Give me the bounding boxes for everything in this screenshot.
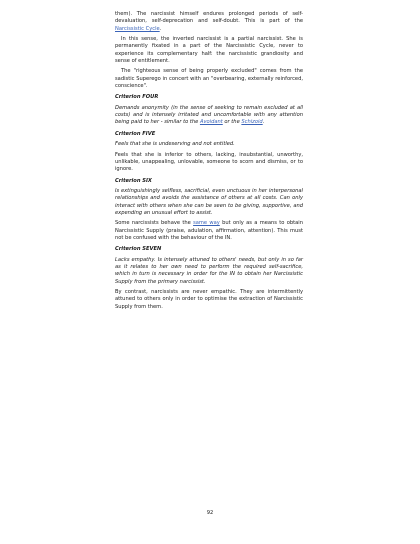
link-avoidant[interactable]: Avoidant [199,119,223,126]
criterion-four-text: Demands anonymity (in the sense of seeking to remain excluded at all costs) and is intensely irritated and uncomfortable with any attention being paid to her - similar to the Avoidant or the Schizoid. [115,104,303,126]
paragraph-partial-narcissist: In this sense, the inverted narcissist is a partial narcissist. She is permanently fixated in a part of the Narcissistic Cycle, never to experience its complementary half: the narcissistic grandiosity and sense of entitlement. [115,36,303,65]
heading-criterion-six: Criterion SIX [115,177,152,184]
criterion-six-statement: Is extinguishingly selfless, sacrificial, even unctuous in her interpersonal relationships and avoids the assistance of others at all costs. Can only interact with others when she can be seen to be giving, supportive, and expending an unusual effort to assist. [115,187,303,216]
criterion-seven-text: By contrast, narcissists are never empathic. They are intermittently attuned to others only in order to optimise the extraction of Narcissistic Supply from them. [115,289,303,310]
page-number: 92 [206,510,214,516]
document-body [115,11,303,314]
heading-criterion-seven: Criterion SEVEN [115,246,162,253]
link-narcissistic-cycle[interactable]: Narcissistic Cycle [115,25,160,32]
link-same-way[interactable]: same way [193,220,220,227]
heading-criterion-five: Criterion FIVE [115,130,156,137]
criterion-seven-statement: Lacks empathy. Is intensely attuned to others' needs, but only in so far as it relates to her own need to perform the required self-sacrifice, which in turn is necessary in order for the IN to obtain her Narcissistic Supply from the primary narcissist. [115,256,303,285]
criterion-five-statement: Feels that she is undeserving and not entitled. [115,141,235,148]
paragraph-superego: The "righteous sense of being properly excluded" comes from the sadistic Superego in concert with an "overbearing, externally reinforced, conscience". [115,68,303,90]
criterion-five-text: Feels that she is inferior to others, lacking, insubstantial, unworthy, unlikable, unappealing, unlovable, someone to scorn and dismiss, or to ignore. [115,151,303,173]
paragraph-intro: them). The narcissist himself endures prolonged periods of self-devaluation, self-deprecation and self-doubt. This is part of the Narcissistic Cycle. [115,11,303,32]
heading-criterion-four: Criterion FOUR [115,94,159,101]
criterion-six-text: Some narcissists behave the same way but only as a means to obtain Narcissistic Supply (praise, adulation, affirmation, attention). This must not be confused with the behaviour of the IN. [115,220,303,241]
link-schizoid[interactable]: Schizoid [241,119,263,126]
